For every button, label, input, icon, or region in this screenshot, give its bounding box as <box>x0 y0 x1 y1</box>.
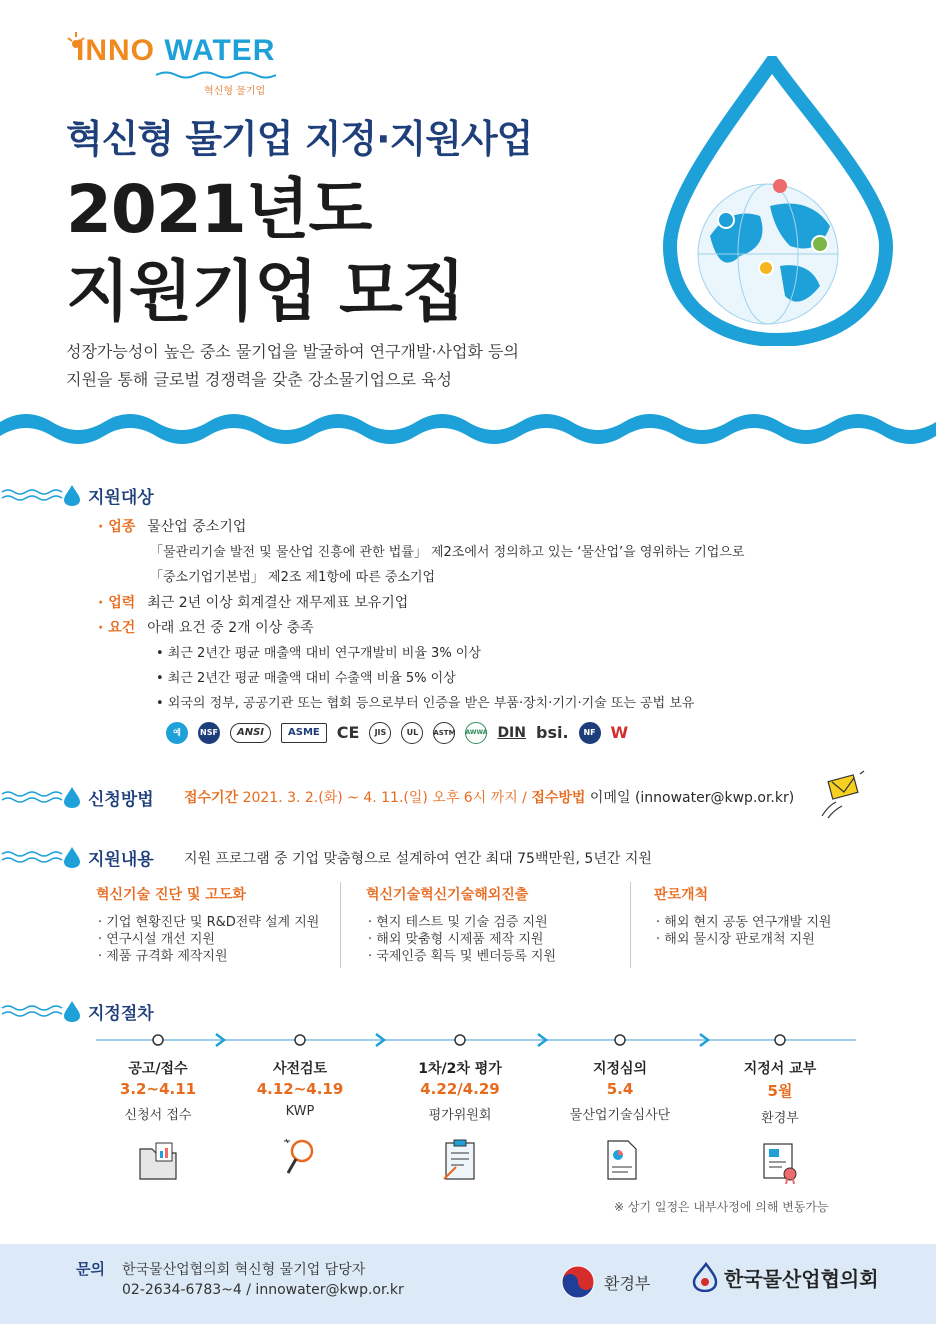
council-name: 한국물산업협의회 <box>724 1266 879 1291</box>
contact-org: 한국물산업협의회 혁신형 물기업 담당자 <box>122 1262 366 1278</box>
wave-drop-icon <box>0 998 80 1024</box>
intro-text <box>66 338 519 394</box>
requirement-1: • 최근 2년간 평균 매출액 대비 연구개발비 비율 3% 이상 <box>156 646 481 661</box>
list-item: · 제품 규격화 제작지원 <box>98 949 228 964</box>
apply-section-header <box>0 784 154 810</box>
support-col3-title: 판로개척 <box>654 887 709 903</box>
logo-wave <box>156 70 276 80</box>
list-item: · 연구시설 개선 지원 <box>98 932 215 947</box>
cert-logo: CE <box>336 723 360 742</box>
list-item: · 해외 현지 공동 연구개발 지원 <box>656 915 832 930</box>
support-col1-list <box>98 914 319 965</box>
document-chart-icon <box>600 1139 640 1181</box>
column-divider <box>630 882 631 968</box>
requirement-2: • 최근 2년간 평균 매출액 대비 수출액 비율 5% 이상 <box>156 671 456 686</box>
council-emblem-icon <box>692 1262 718 1292</box>
cert-logo: W <box>610 723 629 742</box>
intro-line-2: 지원을 통해 글로벌 경쟁력을 갖춘 강소물기업으로 육성 <box>66 370 453 389</box>
support-section-header <box>0 844 154 870</box>
contact-phone-email: 02-2634-6783~4 / innowater@kwp.or.kr <box>122 1282 404 1298</box>
industry-row: · 업종 물산업 중소기업 <box>98 519 247 535</box>
section-title: 지원대상 <box>88 487 154 508</box>
wave-divider <box>0 402 936 452</box>
target-section-header <box>0 482 154 508</box>
taegeuk-emblem-icon <box>560 1264 596 1300</box>
procedure-step: 지정서 교부 5월 환경부 <box>705 1058 855 1188</box>
cert-logo: ASTM <box>433 722 455 744</box>
procedure-timeline <box>96 1030 856 1050</box>
water-drop-globe-illustration <box>660 56 896 346</box>
envelope-icon <box>820 770 866 820</box>
year-title: 2021년도 <box>66 171 372 248</box>
procedure-step: 1차/2차 평가 4.22/4.29 평가위원회 <box>385 1058 535 1185</box>
certificate-icon <box>760 1142 800 1184</box>
industry-note-1: 「물관리기술 발전 및 물산업 진흥에 관한 법률」 제2조에서 정의하고 있는 ‘물산업’을 영위하는 기업으로 <box>150 545 745 560</box>
innowater-logo <box>66 30 296 100</box>
schedule-note: ※ 상기 일정은 내부사정에 의해 변동가능 <box>614 1200 829 1214</box>
industry-note-2: 「중소기업기본법」 제2조 제1항에 따른 중소기업 <box>150 570 436 585</box>
section-title: 지원내용 <box>88 849 154 870</box>
cert-logo: UL <box>401 722 423 744</box>
list-item: · 해외 물시장 판로개척 지원 <box>656 932 815 947</box>
wave-drop-icon <box>0 784 80 810</box>
section-title: 지정절차 <box>88 1003 154 1024</box>
list-item: · 기업 현황진단 및 R&D전략 설계 지원 <box>98 915 320 930</box>
support-col1-title: 혁신기술 진단 및 고도화 <box>96 887 246 903</box>
support-col2-title: 혁신기술혁신기술해외진출 <box>366 887 529 903</box>
list-item: · 해외 맞춤형 시제품 제작 지원 <box>368 932 544 947</box>
procedure-step: 공고/접수 3.2~4.11 신청서 접수 <box>83 1058 233 1185</box>
recruit-title: 지원기업 모집 <box>66 253 465 330</box>
cert-logo: NSF <box>198 722 220 744</box>
procedure-step: 지정심의 5.4 물산업기술심사단 <box>545 1058 695 1185</box>
wave-drop-icon <box>0 844 80 870</box>
cert-logo: JIS <box>369 722 391 744</box>
logo-subtitle: 혁신형 물기업 <box>204 86 266 97</box>
procedure-section-header <box>0 998 154 1024</box>
council-logo <box>692 1262 879 1292</box>
procedure-step: 사전검토 4.12~4.19 KWP <box>225 1058 375 1181</box>
ministry-logo <box>560 1264 650 1300</box>
column-divider <box>340 882 341 968</box>
ministry-name: 환경부 <box>604 1273 651 1293</box>
list-item: · 국제인증 획득 및 벤더등록 지원 <box>368 949 557 964</box>
support-col3-list <box>656 914 832 948</box>
cert-logo: ANSI <box>230 723 271 743</box>
requirement-3: • 외국의 정부, 공공기관 또는 협회 등으로부터 인증을 받은 부품·장치·기기·기술 또는 공법 보유 <box>156 696 695 711</box>
logo-wordmark: INNO WATER <box>76 34 276 67</box>
support-description: 지원 프로그램 중 기업 맞춤형으로 설계하여 연간 최대 75백만원, 5년간 지원 <box>184 851 652 867</box>
career-row: · 업력 최근 2년 이상 회계결산 재무제표 보유기업 <box>98 595 409 611</box>
contact-footer <box>0 1244 936 1324</box>
section-title: 신청방법 <box>88 789 154 810</box>
cert-logo: NF <box>579 722 601 744</box>
support-col2-list <box>368 914 556 965</box>
folder-icon <box>138 1139 178 1181</box>
intro-line-1: 성장가능성이 높은 중소 물기업을 발굴하여 연구개발·사업화 등의 <box>66 342 519 361</box>
clipboard-icon <box>440 1139 480 1181</box>
cert-logo: AWWA <box>465 722 487 744</box>
apply-details: 접수기간 2021. 3. 2.(화) ~ 4. 11.(일) 오후 6시 까지 / 접수방법 이메일 (innowater@kwp.or.kr) <box>184 790 795 806</box>
list-item: · 현지 테스트 및 기술 검증 지원 <box>368 915 548 930</box>
certification-logos <box>166 718 726 748</box>
requirement-row: · 요건 아래 요건 중 2개 이상 충족 <box>98 620 314 636</box>
cert-logo: DIN <box>497 725 526 741</box>
cert-logo: 예 <box>166 722 188 744</box>
headline: 혁신형 물기업 지정·지원사업 <box>66 117 533 161</box>
magnifier-icon <box>280 1135 320 1177</box>
cert-logo: bsi. <box>535 723 569 742</box>
cert-logo: ASME <box>281 723 327 743</box>
wave-drop-icon <box>0 482 80 508</box>
contact-label: 문의 <box>76 1260 105 1278</box>
